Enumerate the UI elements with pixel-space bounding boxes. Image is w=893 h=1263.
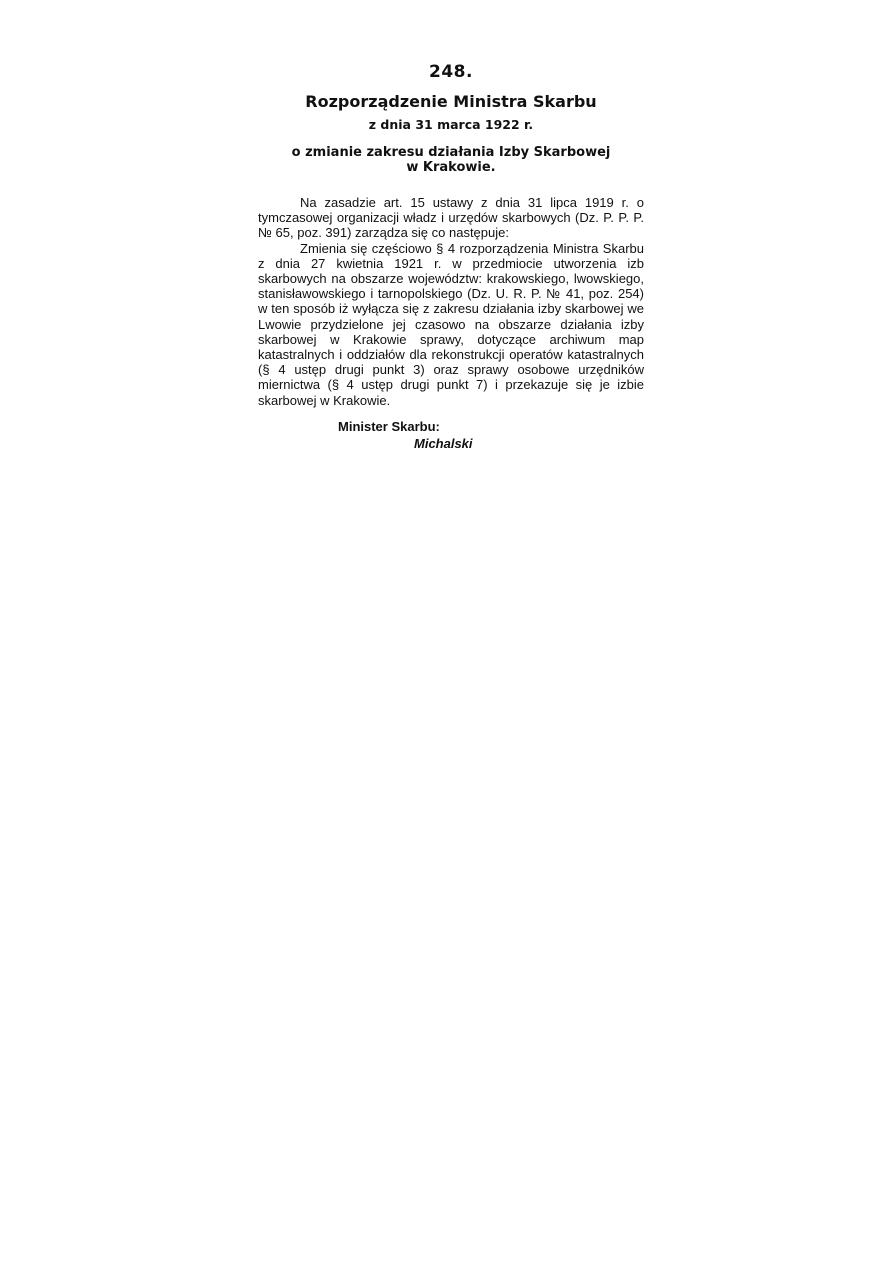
signer-name: Michalski: [414, 435, 473, 451]
document: [258, 62, 644, 452]
document-date: z dnia 31 marca 1922 r.: [368, 117, 534, 132]
document-number: 248.: [429, 62, 473, 82]
signature-block: [258, 418, 644, 452]
subject-line-2: w Krakowie.: [406, 160, 496, 175]
subject-line-1: o zmianie zakresu działania Izby Skarbowej: [291, 145, 611, 160]
minister-label: Minister Skarbu:: [338, 418, 440, 434]
paragraph-amendment: Zmienia się częściowo § 4 rozporządzenia Ministra Skarbu z dnia 27 kwietnia 1921 r. w przedmiocie utworzenia izb skarbowych na obszarze województw: krakowskiego, lwowskiego, stanisławowskiego i tarnopolskiego (Dz. U. R. P. № 41, poz. 254) w ten sposób iż wyłącza się z zakresu działania izby skarbowej we Lwowie przydzielone jej czasowo na obszarze działania izby skarbowej w Krakowie sprawy, dotyczące archiwum map katastralnych i oddziałów dla rekonstrukcji operatów katastralnych (§ 4 ustęp drugi punkt 3) oraz sprawy osobowe urzędników miernictwa (§ 4 ustęp drugi punkt 7) i przekazuje się je izbie skarbowej w Krakowie.: [258, 240, 644, 408]
document-title: Rozporządzenie Ministra Skarbu: [305, 92, 597, 111]
paragraph-legal-basis: Na zasadzie art. 15 ustawy z dnia 31 lipca 1919 r. o tymczasowej organizacji władz i urzędów skarbowych (Dz. P. P. P. № 65, poz. 391) zarządza się co następuje:: [258, 195, 644, 241]
document-subject: [258, 145, 644, 175]
